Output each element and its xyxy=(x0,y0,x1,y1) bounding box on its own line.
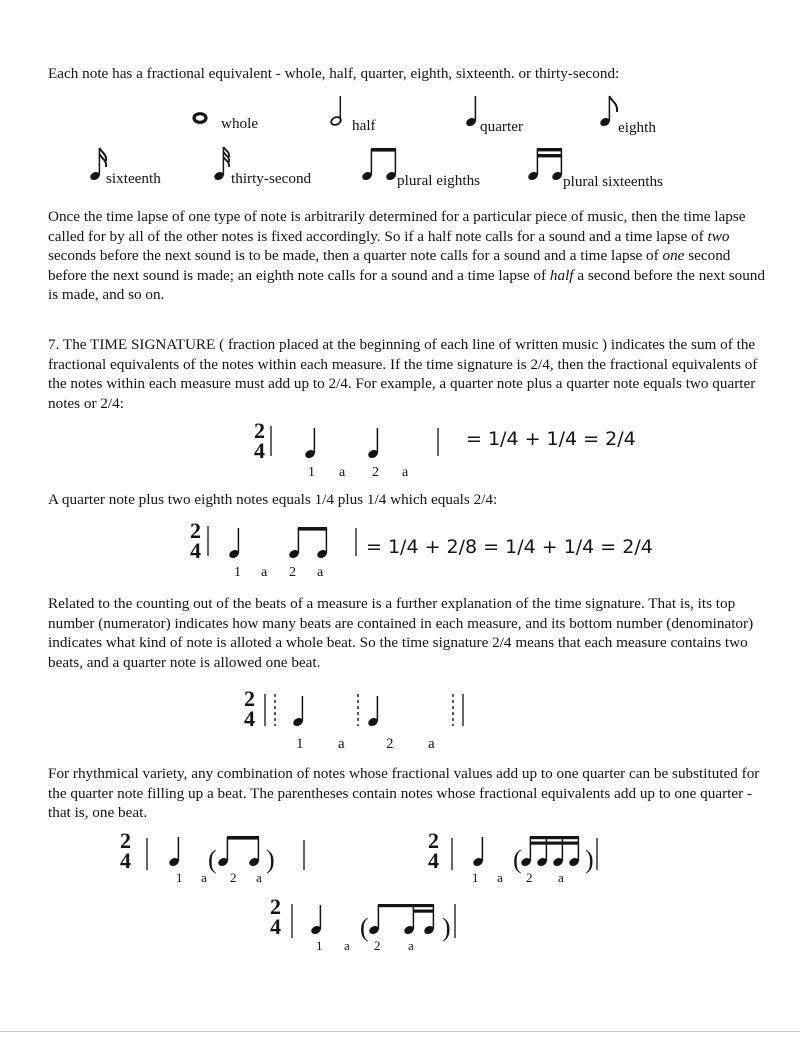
count-two: 2 xyxy=(289,565,296,580)
whole-note-icon xyxy=(190,104,220,134)
time-signature-top: 2 xyxy=(190,518,201,543)
count-one: 1 xyxy=(308,465,315,480)
time-signature-bottom: 4 xyxy=(428,848,439,873)
count-and: a xyxy=(261,565,268,580)
count-and: a xyxy=(201,870,207,885)
time-signature-bottom: 4 xyxy=(244,706,255,731)
time-signature-bottom: 4 xyxy=(190,538,201,563)
count-and: a xyxy=(408,938,414,953)
count-and: a xyxy=(317,565,324,580)
example1-equation: = 1/4 + 1/4 = 2/4 xyxy=(466,428,636,450)
example4a-measure xyxy=(114,828,314,888)
time-signature-top: 2 xyxy=(120,828,131,853)
quarter-note-icon xyxy=(472,837,484,867)
count-and: a xyxy=(428,736,435,752)
label-whole: whole xyxy=(221,115,259,132)
quarter-note-icon xyxy=(367,428,379,459)
paren-open: ( xyxy=(360,913,369,942)
plural-eighths-icon xyxy=(288,527,328,559)
paren-open: ( xyxy=(208,845,217,874)
time-signature-top: 2 xyxy=(254,418,265,443)
time-signature-top: 2 xyxy=(270,894,281,919)
example3-measure xyxy=(238,686,478,752)
count-one: 1 xyxy=(234,565,241,580)
time-signature-bottom: 4 xyxy=(120,848,131,873)
four-sixteenths-icon xyxy=(520,836,580,867)
count-one: 1 xyxy=(472,870,479,885)
time-signature-bottom: 4 xyxy=(270,914,281,939)
label-thirty-second: thirty-second xyxy=(231,170,312,187)
paren-close: ) xyxy=(442,913,451,942)
quarter-note-icon xyxy=(310,905,322,935)
example1-measure xyxy=(248,416,448,480)
paren-close: ) xyxy=(266,845,275,874)
count-one: 1 xyxy=(176,870,183,885)
label-eighth: eighth xyxy=(618,119,656,136)
count-two: 2 xyxy=(230,870,237,885)
count-and: a xyxy=(497,870,503,885)
count-and: a xyxy=(402,465,409,480)
quarter-note-icon xyxy=(367,696,379,727)
count-and: a xyxy=(338,736,345,752)
quarter-note-icon xyxy=(292,696,304,727)
count-two: 2 xyxy=(386,736,394,752)
label-sixteenth: sixteenth xyxy=(106,170,161,187)
count-and: a xyxy=(558,870,564,885)
time-signature-top: 2 xyxy=(244,686,255,711)
quarter-note-icon xyxy=(304,428,316,459)
example4b-measure xyxy=(422,828,612,888)
count-two: 2 xyxy=(374,938,381,953)
label-half: half xyxy=(352,117,376,134)
time-lapse-paragraph: Once the time lapse of one type of note is arbitrarily determined for a particular piece of music, then the time lapse called for by all of the other notes is fixed accordingly. So if a half note calls for a sound and a time lapse of two seconds before the next sound is to be made, then a quarter note calls for a sound and a time lapse of one second before the next sound is made; an eighth note calls for a sound and a time lapse of half a second before the next sound is made, and so on. xyxy=(48,208,765,303)
count-two: 2 xyxy=(526,870,533,885)
example2-equation: = 1/4 + 2/8 = 1/4 + 1/4 = 2/4 xyxy=(366,536,653,558)
half-note-icon xyxy=(328,92,352,132)
quarter-note-icon xyxy=(168,837,180,867)
count-and: a xyxy=(344,938,350,953)
label-plural-eighths: plural eighths xyxy=(397,172,481,189)
example2-measure xyxy=(184,514,364,580)
intro-text: Each note has a fractional equivalent - whole, half, quarter, eighth, sixteenth. or thirty-second: xyxy=(48,65,620,82)
count-two: 2 xyxy=(372,465,379,480)
beats-paragraph: Related to the counting out of the beats of a measure is a further explanation of the time signature. That is, its top number (numerator) indicates how many beats are contained in each measure, and its bottom number (denominator) indicates what kind of note is alloted a whole beat. So the time signature 2/4 means that each measure contains two beats, and a quarter note is allowed one beat. xyxy=(48,595,754,671)
eighth-two-sixteenths-icon xyxy=(368,904,435,935)
count-and: a xyxy=(256,870,262,885)
label-plural-sixteenths: plural sixteenths xyxy=(563,173,663,190)
label-quarter: quarter xyxy=(480,118,524,135)
plural-eighths-icon xyxy=(217,836,260,867)
page-bottom-edge xyxy=(0,1031,800,1032)
variety-paragraph: For rhythmical variety, any combination of notes whose fractional values add up to one quarter can be substituted for the quarter note filling up a beat. The parentheses contain notes whose fractional equivalents add up to one quarter - that is, one beat. xyxy=(48,765,760,821)
count-one: 1 xyxy=(296,736,304,752)
paren-close: ) xyxy=(585,845,594,874)
time-signature-top: 2 xyxy=(428,828,439,853)
quarter-note-icon xyxy=(228,528,240,559)
time-signature-paragraph: 7. The TIME SIGNATURE ( fraction placed at the beginning of each line of written music ) indicates the sum of the fractional equivalents of the notes within each measure. If the time signature is 2/4, then the fractional equivalents of the notes within each measure must add up to 2/4. For example, a quarter note plus a quarter note equals two quarter notes or 2/4: xyxy=(48,336,758,412)
example4c-measure xyxy=(264,892,464,956)
time-signature-bottom: 4 xyxy=(254,438,265,463)
count-and: a xyxy=(339,465,346,480)
paren-open: ( xyxy=(513,845,522,874)
count-one: 1 xyxy=(316,938,323,953)
example2-paragraph: A quarter note plus two eighth notes equals 1/4 plus 1/4 which equals 2/4: xyxy=(48,491,498,508)
